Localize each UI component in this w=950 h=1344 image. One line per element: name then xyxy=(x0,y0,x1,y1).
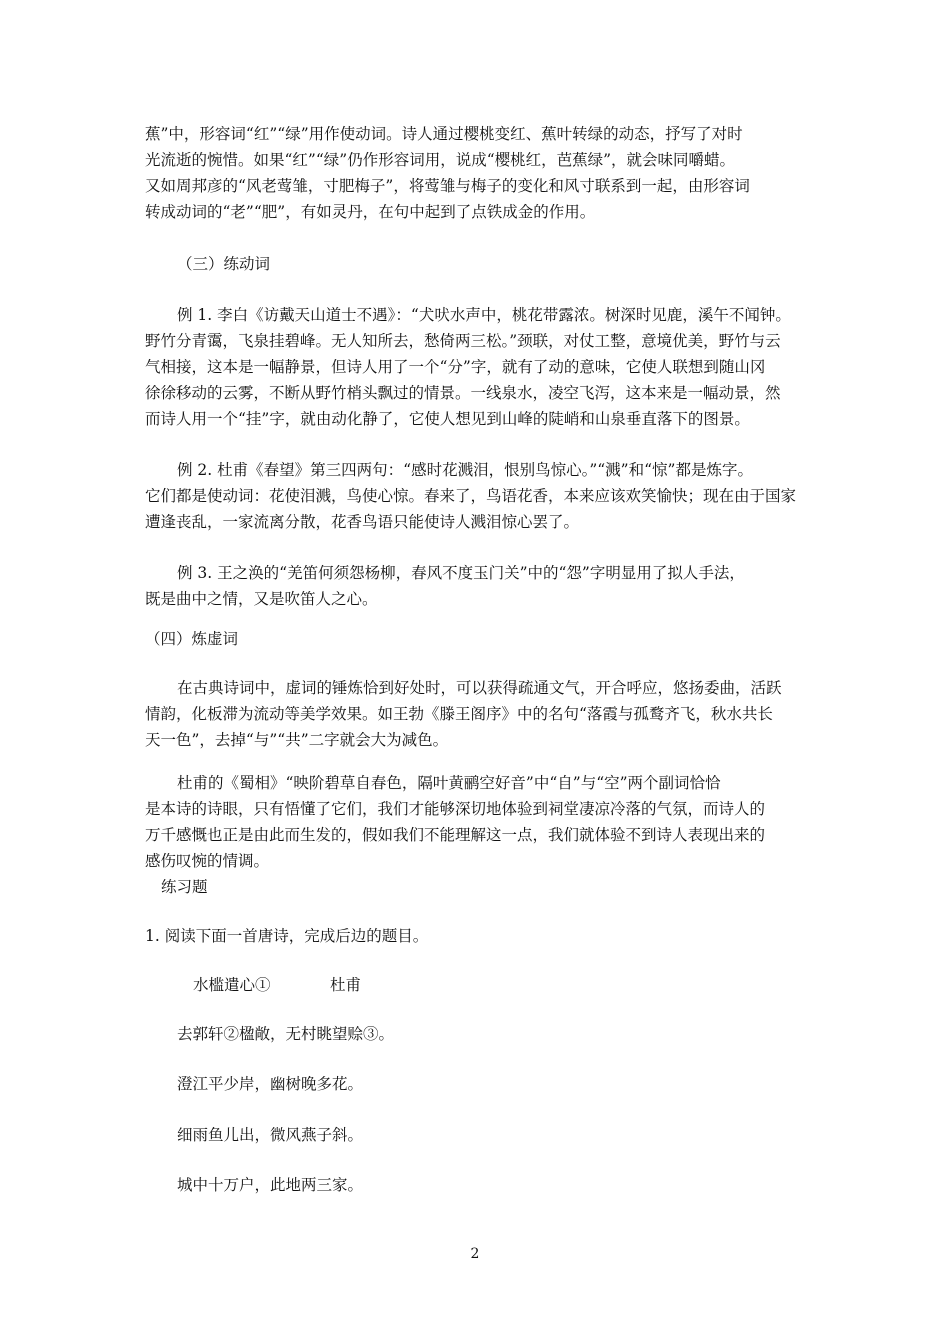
text-line: 万千感慨也正是由此而生发的，假如我们不能理解这一点，我们就体验不到诗人表现出来的 xyxy=(145,826,766,844)
text-line: 感伤叹惋的情调。 xyxy=(145,852,270,870)
paragraph-adjective-usage xyxy=(145,121,815,225)
text-line: 野竹分青霭，飞泉挂碧峰。无人知所去，愁倚两三松。”颈联，对仗工整，意境优美，野竹与云 xyxy=(145,332,781,350)
exercise-heading: 练习题 xyxy=(161,878,208,896)
section-heading-verbs: （三）练动词 xyxy=(177,255,271,273)
text-line: 例 3. 王之涣的“羌笛何须怨杨柳，春风不度玉门关”中的“怨”字明显用了拟人手法， xyxy=(177,564,745,582)
text-line: 徐徐移动的云雾，不断从野竹梢头飘过的情景。一线泉水，凌空飞泻，这本来是一幅动景，然 xyxy=(145,384,781,402)
paragraph-example-1 xyxy=(145,302,815,432)
text-line: 例 1. 李白《访戴天山道士不遇》：“犬吠水声中，桃花带露浓。树深时见鹿，溪午不闻钟。 xyxy=(177,306,791,324)
text-line: 光流逝的惋惜。如果“红”“绿”仍作形容词用，说成“樱桃红，芭蕉绿”，就会味同嚼蜡。 xyxy=(145,151,736,169)
text-line: 转成动词的“老”“肥”，有如灵丹，在句中起到了点铁成金的作用。 xyxy=(145,203,596,221)
paragraph-example-2 xyxy=(145,457,815,535)
text-line: 杜甫的《蜀相》“映阶碧草自春色，隔叶黄鹂空好音”中“自”与“空”两个副词恰恰 xyxy=(177,774,721,792)
text-line: 既是曲中之情，又是吹笛人之心。 xyxy=(145,590,378,608)
poem-line: 细雨鱼儿出，微风燕子斜。 xyxy=(177,1126,364,1144)
text-line: 例 2. 杜甫《春望》第三四两句：“感时花溅泪，恨别鸟惊心。”“溅”和“惊”都是炼字。 xyxy=(177,461,753,479)
question-1: 1. 阅读下面一首唐诗，完成后边的题目。 xyxy=(145,927,429,945)
text-line: 在古典诗词中，虚词的锤炼恰到好处时，可以获得疏通文气，开合呼应，悠扬委曲，活跃 xyxy=(177,679,782,697)
text-line: 是本诗的诗眼，只有悟懂了它们，我们才能够深切地体验到祠堂凄凉冷落的气氛，而诗人的 xyxy=(145,800,766,818)
poem-author: 杜甫 xyxy=(330,976,362,994)
text-line: 又如周邦彦的“风老莺雏，寸肥梅子”，将莺雏与梅子的变化和风寸联系到一起，由形容词 xyxy=(145,177,750,195)
page-number: 2 xyxy=(470,1246,480,1262)
text-line: 蕉”中，形容词“红”“绿”用作使动词。诗人通过樱桃变红、蕉叶转绿的动态，抒写了对时 xyxy=(145,125,743,143)
poem-line: 城中十万户，此地两三家。 xyxy=(177,1176,364,1194)
paragraph-example-3 xyxy=(145,560,815,612)
poem-line: 去郭轩②楹敞，无村眺望赊③。 xyxy=(177,1025,395,1043)
text-line: 它们都是使动词：花使泪溅，鸟使心惊。春来了，鸟语花香，本来应该欢笑愉快；现在由于国家 xyxy=(145,487,797,505)
poem-line: 澄江平少岸，幽树晚多花。 xyxy=(177,1075,364,1093)
text-line: 遭逢丧乱，一家流离分散，花香鸟语只能使诗人溅泪惊心罢了。 xyxy=(145,513,580,531)
text-line: 天一色”，去掉“与”“共”二字就会大为减色。 xyxy=(145,731,449,749)
section-heading-function-words: （四）炼虚词 xyxy=(145,630,239,648)
text-line: 气相接，这本是一幅静景，但诗人用了一个“分”字，就有了动的意味，它使人联想到随山冈 xyxy=(145,358,766,376)
paragraph-function-words xyxy=(145,675,815,753)
paragraph-dufu-shuxiang xyxy=(145,770,815,874)
text-line: 而诗人用一个“挂”字，就由动化静了，它使人想见到山峰的陡峭和山泉垂直落下的图景。 xyxy=(145,410,750,428)
poem-title: 水槛遣心① xyxy=(193,976,271,994)
text-line: 情韵，化板滞为流动等美学效果。如王勃《滕王阁序》中的名句“落霞与孤鹜齐飞，秋水共长 xyxy=(145,705,773,723)
